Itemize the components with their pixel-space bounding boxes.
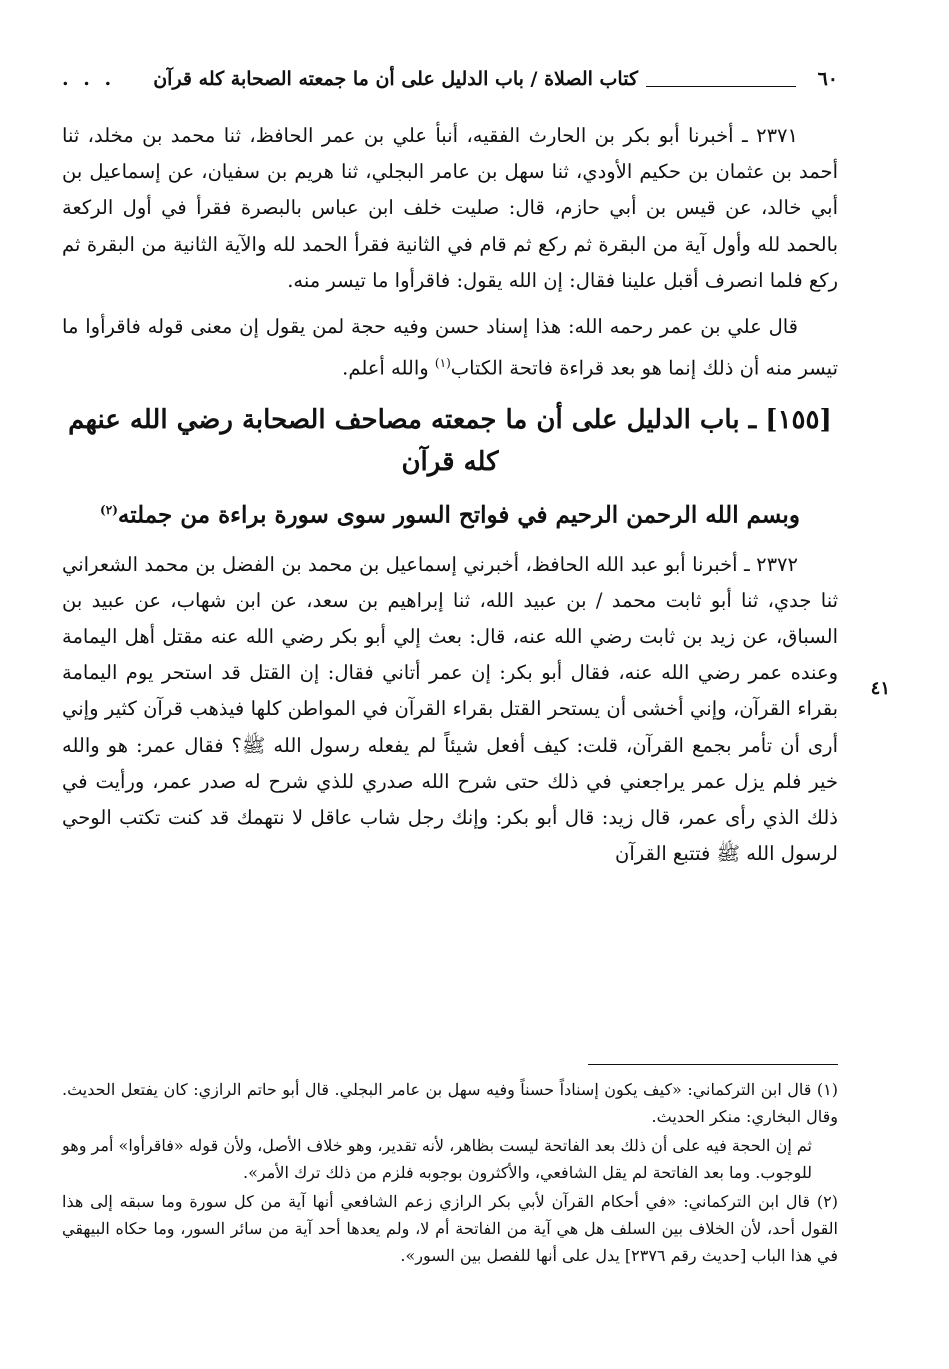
margin-page-number: ٤١ [870,678,890,699]
header-rule [646,86,796,87]
hadith-2371: ٢٣٧١ ـ أخبرنا أبو بكر بن الحارث الفقيه، أنبأ علي بن عمر الحافظ، ثنا محمد بن مخلد، ثنا أحمد بن عثمان بن حكيم الأودي، ثنا سهل بن عامر البجلي، ثنا هريم بن سفيان، عن إسماعيل بن أبي خالد، عن قيس بن أبي حازم، قال: صليت خلف ابن عباس بالبصرة فقرأ في أول الركعة بالحمد لله وأول آية من البقرة ثم ركع ثم قام في الثانية فقرأ الحمد لله والآية الثانية من البقرة ثم ركع فلما انصرف أقبل علينا فقال: إن الله يقول: فاقرأوا ما تيسر منه. [62,124,838,292]
commentary-paragraph [62,309,838,387]
footnote-rule [588,1064,838,1065]
footnote-ref-1[interactable]: (١) [434,356,451,371]
chapter-heading: [١٥٥] ـ باب الدليل على أن ما جمعته مصاحف الصحابة رضي الله عنهم كله قرآن [68,404,832,477]
commentary-text: قال علي بن عمر رحمه الله: هذا إسناد حسن وفيه حجة لمن يقول إن معنى قوله فاقرأوا ما تيسر منه أن ذلك إنما هو بعد قراءة فاتحة الكتاب [62,315,838,380]
page-number: ٦٠ [817,68,838,90]
footnote-1-continued: ثم إن الحجة فيه على أن ذلك بعد الفاتحة ليست بظاهر، لأنه تقدير، وهو خلاف الأصل، ولأن قوله «فاقرأوا» أمر وهو للوجوب. وما بعد الفاتحة لم يقل الشافعي، والأكثرون بوجوبه فلزم من ذلك ترك الأمر». [62,1136,812,1182]
main-text [62,118,838,882]
running-title: كتاب الصلاة / باب الدليل على أن ما جمعته الصحابة كله قرآن [153,68,638,90]
header-ellipsis: . . . [62,68,116,90]
running-header [62,60,838,100]
footnote-1: (١) قال ابن التركماني: «كيف يكون إسناداً حسناً وفيه سهل بن عامر البجلي. قال أبو حاتم الرازي: كان يفتعل الحديث. وقال البخاري: منكر الحديث. [62,1080,838,1126]
hadith-2372: ٢٣٧٢ ـ أخبرنا أبو عبد الله الحافظ، أخبرني إسماعيل بن محمد بن الفضل بن محمد الشعراني ثنا جدي، ثنا أبو ثابت محمد / بن عبيد الله، ثنا إبراهيم بن سعد، عن ابن شهاب، عن عبيد بن السباق، عن زيد بن ثابت رضي الله عنه، قال: بعث إلي أبو بكر رضي الله عنه مقتل أهل اليمامة وعنده عمر رضي الله عنه، فقال أبو بكر: إن عمر أتاني فقال: إن القتل قد استحر يوم اليمامة بقراء القرآن، وإني أخشى أن يستحر القتل بقراء القرآن في المواطن كلها فيذهب قرآن كثير وإني أرى أن تأمر بجمع القرآن، قلت: كيف أفعل شيئاً لم يفعله رسول الله ﷺ؟ فقال عمر: هو والله خير فلم يزل عمر يراجعني في ذلك حتى شرح الله صدري للذي شرح له صدر عمر، ورأيت في ذلك الذي رأى عمر، قال زيد: قال أبو بكر: وإنك رجل شاب عاقل لا نتهمك قد كنت تكتب الوحي لرسول الله ﷺ فتتبع القرآن [62,552,838,866]
footnote-ref-2[interactable]: (٢) [100,502,118,517]
footnote-2: (٢) قال ابن التركماني: «في أحكام القرآن لأبي بكر الرازي زعم الشافعي أنها آية من كل سورة وما سبقه إلى هذا القول أحد، لأن الخلاف بين السلف هل هي آية من الفاتحة أم لا، ولم يعدها أحد آية من سائر السور، وما حكاه البيهقي في هذا الباب [حديث رقم ٢٣٧٦] يدل على أنها للفصل بين السور». [62,1192,839,1265]
document-page [62,60,890,1360]
chapter-subheading [62,491,838,535]
commentary-end: والله أعلم. [342,356,435,380]
chapter-subheading-text: وبسم الله الرحمن الرحيم في فواتح السور سوى سورة براءة من جملته [117,501,800,529]
footnotes [62,1076,838,1271]
